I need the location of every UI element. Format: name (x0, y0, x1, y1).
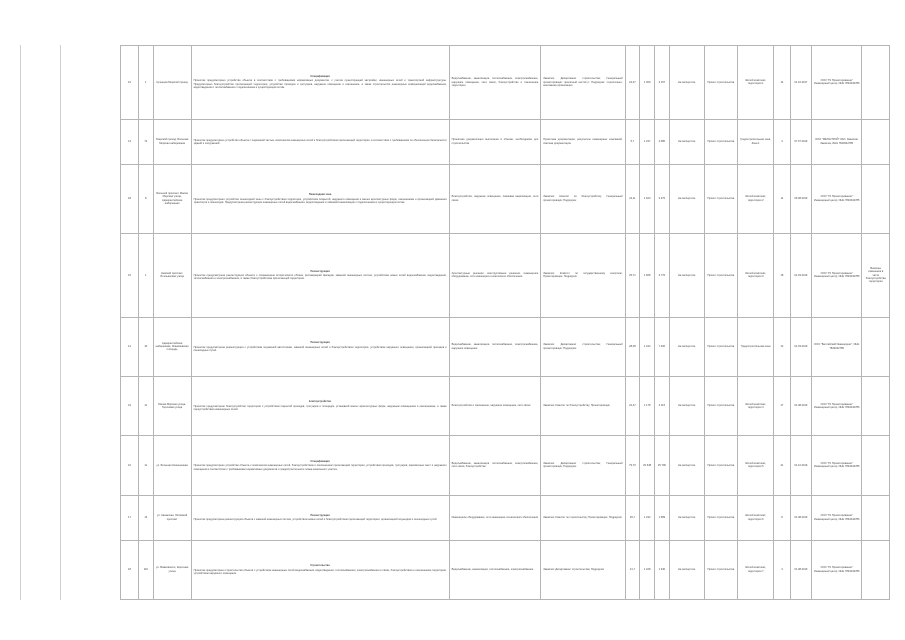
status-value: На экспертизе (669, 119, 704, 164)
participants: Заказчик: Департамент строительства; Генеральный проектировщик; Подрядчик (541, 436, 625, 495)
cost-value: 3 476 (655, 164, 670, 233)
note (862, 540, 890, 599)
work-type: Проект строительства (704, 46, 738, 120)
work-type: Проект строительства (704, 495, 738, 540)
work-type: Проект строительства (704, 164, 738, 233)
area-value: 22,47 (625, 376, 640, 435)
work-description-header: Реконструкция (310, 269, 330, 273)
work-description-text: Проектом предусмотрена реконструкция с устройством подземной автостоянки, заменой инженерных сетей и благоустройством территории, устройством наружного освещения, организацией проездов и пешеходных путей. (193, 345, 447, 352)
cost-value: 4 115 (655, 376, 670, 435)
volume-value: 1 228 (640, 540, 655, 599)
work-description (191, 46, 449, 120)
table-row (121, 376, 890, 435)
work-type: Проект строительства (704, 119, 738, 164)
work-description-header: Спецификация (310, 459, 330, 463)
work-description (191, 376, 449, 435)
date-value: 01.08.2019 (790, 540, 811, 599)
zone-value: Градостроительная зона, Зона 1 (738, 119, 774, 164)
cost-value: 7 400 (655, 317, 670, 376)
participants: Заказчик: Департамент строительства; Генеральный проектировщик; Подрядчик (541, 317, 625, 376)
work-description (191, 164, 449, 233)
note (862, 436, 890, 495)
organization: ООО "ГК Проектирование" Инженерный центр, ИНН 7843042785 (811, 436, 862, 495)
engineering-systems: Водоснабжение, канализация, теплоснабжение, электроснабжение, сети связи, благоустройство (449, 436, 541, 495)
work-description-header: Реконструкция (310, 513, 330, 517)
row-subnumber: 11 (138, 376, 153, 435)
count-value: 17 (774, 376, 791, 435)
date-value: 01.10.2019 (790, 436, 811, 495)
row-number: 16 (121, 436, 139, 495)
status-value: На экспертизе (669, 317, 704, 376)
engineering-systems: Благоустройство и озеленение, наружное освещение, сети связи (449, 376, 541, 435)
date-value: 01.08.2019 (790, 376, 811, 435)
organization: ООО "ГК Проектирование" Инженерный центр, ИНН 7843042785 (811, 376, 862, 435)
object-address: ул. Маяковского, Кирочная улица (153, 540, 191, 599)
participants: Заказчик: Комитет по благоустройству; Проектировщик (541, 376, 625, 435)
area-value: 28,08 (625, 317, 640, 376)
note (862, 495, 890, 540)
table-row (121, 317, 890, 376)
engineering-systems: Водоснабжение, канализация, теплоснабжение, электроснабжение, наружное освещение (449, 317, 541, 376)
zone-value: Жилой комплекс, территория 3 (738, 234, 774, 318)
work-description (191, 234, 449, 318)
engineering-systems: Благоустройство, наружное освещение, ливневая канализация, сети связи (449, 164, 541, 233)
status-value: На экспертизе (669, 164, 704, 233)
row-number: 13 (121, 119, 139, 164)
row-number: 17 (121, 495, 139, 540)
note (862, 119, 890, 164)
object-address: Адмиралтейская набережная, Исаакиевская площадь (153, 317, 191, 376)
work-description (191, 540, 449, 599)
zone-value: Жилой комплекс, территория 4 (738, 376, 774, 435)
work-description-header: Спецификация (310, 74, 330, 78)
area-value: 24,11 (625, 164, 640, 233)
work-description-header: Пешеходная зона (308, 193, 332, 197)
zone-value: Градостроительная зона (738, 317, 774, 376)
work-description (191, 495, 449, 540)
status-value: На экспертизе (669, 376, 704, 435)
date-value: 01.03.2019 (790, 317, 811, 376)
zone-value: Жилой комплекс, территория 2 (738, 164, 774, 233)
row-number: 18 (121, 540, 139, 599)
count-value: 12 (774, 317, 791, 376)
date-value: 07.07.2019 (790, 119, 811, 164)
register-body (121, 46, 890, 600)
volume-value: 1 237 (640, 119, 655, 164)
organization: ООО "ГК Проектирование" Инженерный центр, ИНН 7843042785 (811, 46, 862, 120)
row-subnumber: 13 (138, 495, 153, 540)
work-description-text: Проектом предусмотрено устройство пешеходной зоны с благоустройством территории, устройством покрытий, наружного освещения и малых архитектурных форм, озеленением и организацией движения транспорта и пешеходов. Предусмотрена реконструкция инженерных сетей водоснабжения, водоотведения и ливневой канализации с подключением к существующим сетям. (193, 197, 447, 205)
participants: Заказчик: Департамент строительства; Генеральный проектировщик: проектный институт; Подрядчик: строительно-монтажная организация (541, 46, 625, 120)
work-description-header: Строительство (310, 564, 330, 568)
organization: ООО "Балтийский Инжиниринг", ИНН 7843042785 (811, 317, 862, 376)
status-value: На экспертизе (669, 436, 704, 495)
table-row (121, 495, 890, 540)
register-table (120, 45, 890, 600)
register-sheet (120, 45, 890, 600)
volume-value: 1 668 (640, 234, 655, 318)
object-address: Большой проспект, Малая Морская улица, Адмиралтейская набережная (153, 164, 191, 233)
area-value: 5,7 (625, 119, 640, 164)
date-value: 01.10.2017 (790, 46, 811, 120)
date-value: 06.08.2019 (790, 164, 811, 233)
work-description-header: Реконструкция (310, 341, 330, 345)
engineering-systems: Архитектурные решения, конструктивные решения, инженерное оборудование, сети инженерно-технического обеспечения (449, 234, 541, 318)
volume-value: 1 623 (640, 164, 655, 233)
organization: ООО "ГК Проектирование" Инженерный центр, ИНН 7843042785 (811, 540, 862, 599)
organization: ООО "ГК Проектирование" Инженерный центр, ИНН 7843042785 (811, 164, 862, 233)
work-type: Проект строительства (704, 540, 738, 599)
engineering-systems: Инженерное оборудование, сети инженерно-технического обеспечения (449, 495, 541, 540)
area-value: 79,70 (625, 436, 640, 495)
object-address: Малая Морская улица, Гороховая улица (153, 376, 191, 435)
zone-value: Жилой комплекс, территория 1 (738, 46, 774, 120)
work-description-text: Проектом предусмотрено устройство объекта в соответствии с требованиями нормативных документов, с учетом существующей застройки, инженерных сетей и транспортной инфраструктуры. Предусмотрено благоустройство прилегающей территории, устройство проездов и тротуаров, наружное освещение и озеленение, а также строительство инженерных коммуникаций водоснабжения, водоотведения и теплоснабжения с подключением к существующим сетям. (193, 79, 447, 90)
work-description (191, 436, 449, 495)
cost-value: 3 157 (655, 46, 670, 120)
row-subnumber: 72 (138, 119, 153, 164)
work-type: Проект строительства (704, 234, 738, 318)
work-description (191, 119, 449, 164)
participants: Проектная документация, результаты инженерных изысканий, сметная документация (541, 119, 625, 164)
area-value: 21,7 (625, 540, 640, 599)
row-number: 19 (121, 376, 139, 435)
object-address: Невский проспект, Итальянская улица (153, 234, 191, 318)
row-subnumber: 8 (138, 164, 153, 233)
participants: Заказчик: Комитет по благоустройству; Генеральный проектировщик; Подрядчик (541, 164, 625, 233)
volume-value: 1 232 (640, 495, 655, 540)
count-value: 18 (774, 234, 791, 318)
participants: Заказчик: Комитет по государственному контролю; Проектировщик; Подрядчик (541, 234, 625, 318)
cost-value: 1 689 (655, 495, 670, 540)
cost-value: 3 776 (655, 234, 670, 318)
table-row (121, 164, 890, 233)
engineering-systems: Водоснабжение, канализация, теплоснабжение, электроснабжение (449, 540, 541, 599)
count-value: 4 (774, 119, 791, 164)
volume-value: 1 244 (640, 317, 655, 376)
table-row (121, 46, 890, 120)
status-value: На экспертизе (669, 234, 704, 318)
area-value: 25,7 (625, 495, 640, 540)
cost-value: 1 340 (655, 540, 670, 599)
work-type: Проект строительства (704, 317, 738, 376)
count-value: 4 (774, 540, 791, 599)
row-subnumber: 1 (138, 46, 153, 120)
organization: ООО "ГК Проектирование" Инженерный центр, ИНН 7843042785 (811, 495, 862, 540)
status-value: На экспертизе (669, 540, 704, 599)
work-description-text: Проектом предусмотрено строительство объекта с устройством инженерных сетей водоснабжения, водоотведения, теплоснабжения, электроснабжения и связи, благоустройством и озеленением территории, устройством наружного освещения. (193, 568, 447, 575)
table-row (121, 540, 890, 599)
work-description-text: Проектом предусмотрена реконструкция объекта с заменой инженерных систем, устройством новых сетей и благоустройством прилегающей территории, организацией подъездов и пешеходных путей. (193, 518, 438, 522)
row-number: 15 (121, 234, 139, 318)
count-value: 14 (774, 46, 791, 120)
table-row (121, 436, 890, 495)
row-subnumber: 1 (138, 234, 153, 318)
work-description-text: Проектом предусмотрено устройство объекта с подземной частью, комплексом инженерных сетей и благоустройством прилегающей территории, в соответствии с требованиями по обеспечению безопасности зданий и сооружений. (193, 138, 447, 146)
count-value: 21 (774, 436, 791, 495)
object-address: ул. Большая Конюшенная (153, 436, 191, 495)
date-value: 01.08.2019 (790, 495, 811, 540)
object-address: Кузнецов Морской проезд (153, 46, 191, 120)
status-value: На экспертизе (669, 495, 704, 540)
note: Внесены изменения в части благоустройства территории (862, 234, 890, 318)
row-subnumber: 116 (138, 540, 153, 599)
engineering-systems: Проектная документация выполнена в объеме, необходимом для строительства (449, 119, 541, 164)
volume-value: 1 178 (640, 376, 655, 435)
work-type: Проект строительства (704, 436, 738, 495)
volume-value: 20 648 (640, 436, 655, 495)
row-number: 18 (121, 164, 139, 233)
row-number: 14 (121, 317, 139, 376)
count-value: 11 (774, 164, 791, 233)
zone-value: Жилой комплекс, территория 7 (738, 540, 774, 599)
status-value: На экспертизе (669, 46, 704, 120)
table-row (121, 119, 890, 164)
row-subnumber: 11 (138, 436, 153, 495)
zone-value: Жилой комплекс, территория 5 (738, 436, 774, 495)
note (862, 317, 890, 376)
note (862, 46, 890, 120)
zone-value: Жилой комплекс, территория 6 (738, 495, 774, 540)
object-address: Тверской проезд, Большая Морская набережная (153, 119, 191, 164)
work-description (191, 317, 449, 376)
participants: Заказчик: Комитет по строительству; Проектировщик; Подрядчик (541, 495, 625, 540)
cost-value: 4 080 (655, 119, 670, 164)
work-description-text: Проектом предусмотрена реконструкция объекта с сохранением исторического облика, реставрацией фасадов, заменой инженерных систем, устройством новых сетей водоснабжения, водоотведения, теплоснабжения и электроснабжения, а также благоустройством прилегающей территории. (193, 274, 447, 281)
organization: ООО "МЕГАСТРОЙ" ЗАО, Заказчик: Заказчик, ИНН 7843042785 (811, 119, 862, 164)
area-value: 24,07 (625, 46, 640, 120)
row-subnumber: 10 (138, 317, 153, 376)
left-margin-rule (60, 45, 61, 600)
area-value: 25,71 (625, 234, 640, 318)
participants: Заказчик: Департамент строительства; Подрядчик (541, 540, 625, 599)
organization: ООО "ГК Проектирование" Инженерный центр, ИНН 7843042785 (811, 234, 862, 318)
object-address: ул. Казанская, Лиговский проспект (153, 495, 191, 540)
volume-value: 1 369 (640, 46, 655, 120)
row-number: 16 (121, 46, 139, 120)
table-row (121, 234, 890, 318)
work-type: Проект строительства (704, 376, 738, 435)
engineering-systems: Водоснабжение, канализация, теплоснабжение, электроснабжение, наружное освещение, сети связи, благоустройство и озеленение территории (449, 46, 541, 120)
work-description-header: Благоустройство (308, 400, 332, 404)
note (862, 164, 890, 233)
left-margin-rule (20, 45, 21, 600)
count-value: 8 (774, 495, 791, 540)
date-value: 01.03.2019 (790, 234, 811, 318)
work-description-text: Проектом предусмотрено устройство объекта с комплексом инженерных сетей, благоустройством и озеленением прилегающей территории, устройством проездов, тротуаров, парковочных мест и наружного освещения в соответствии с требованиями нормативных документов и градостроительного плана земельного участка. (193, 464, 447, 471)
cost-value: 25 790 (655, 436, 670, 495)
note (862, 376, 890, 435)
work-description-text: Проектом предусмотрено благоустройство территории с устройством покрытий проездов, тротуаров и площадок, установкой малых архитектурных форм, наружным освещением и озеленением, а также переустройством инженерных сетей. (193, 404, 447, 412)
